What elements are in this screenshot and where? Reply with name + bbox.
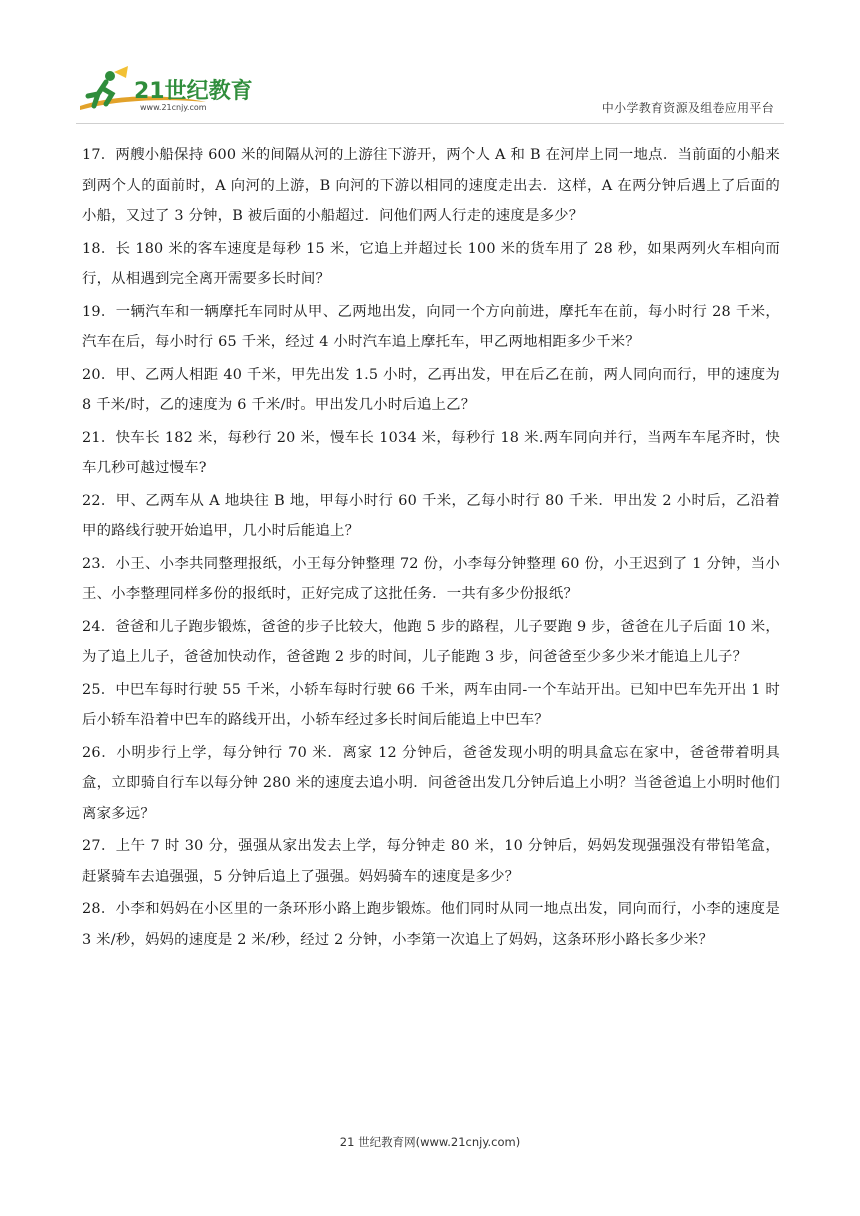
question-23: 23．小王、小李共同整理报纸，小王每分钟整理 72 份，小李每分钟整理 60 份，小王迟到了 1 分钟，当小王、小李整理同样多份的报纸时，正好完成了这批任务．一共有多少份报纸？ [82, 555, 780, 602]
question-24: 24．爸爸和儿子跑步锻炼，爸爸的步子比较大，他跑 5 步的路程，儿子要跑 9 步，爸爸在儿子后面 10 米，为了追上儿子，爸爸加快动作，爸爸跑 2 步的时间，儿子能跑 3 步，问爸爸至少多少米才能追上儿子？ [82, 618, 780, 665]
logo-flag [114, 66, 128, 78]
logo-text: 21世纪教育 [134, 79, 253, 104]
question-27: 27．上午 7 时 30 分，强强从家出发去上学，每分钟走 80 米，10 分钟后，妈妈发现强强没有带铅笔盒，赶紧骑车去追强强，5 分钟后追上了强强。妈妈骑车的速度是多少？ [82, 838, 780, 885]
question-list [82, 140, 780, 957]
header-divider [76, 123, 784, 124]
question-18: 18．长 180 米的客车速度是每秒 15 米，它追上并超过长 100 米的货车用了 28 秒，如果两列火车相向而行，从相遇到完全离开需要多长时间？ [82, 240, 780, 287]
logo-runner-head [105, 71, 115, 81]
logo-subtext: www.21cnjy.com [140, 103, 207, 112]
question-21: 21．快车长 182 米，每秒行 20 米，慢车长 1034 米，每秒行 18 米.两车同向并行，当两车车尾齐时，快车几秒可越过慢车? [82, 429, 780, 476]
question-20: 20．甲、乙两人相距 40 千米，甲先出发 1.5 小时，乙再出发，甲在后乙在前，两人同向而行，甲的速度为 8 千米/时，乙的速度为 6 千米/时。甲出发几小时后追上乙？ [82, 366, 780, 413]
question-19: 19．一辆汽车和一辆摩托车同时从甲、乙两地出发，向同一个方向前进，摩托车在前，每小时行 28 千米，汽车在后，每小时行 65 千米，经过 4 小时汽车追上摩托车，甲乙两地相距多少千米？ [82, 303, 780, 350]
question-25: 25．中巴车每时行驶 55 千米，小轿车每时行驶 66 千米，两车由同-一个车站开出。已知中巴车先开出 1 时后小轿车沿着中巴车的路线开出，小轿车经过多长时间后能追上中巴车？ [82, 681, 780, 728]
question-26: 26．小明步行上学，每分钟行 70 米．离家 12 分钟后，爸爸发现小明的明具盒忘在家中，爸爸带着明具盒，立即骑自行车以每分钟 280 米的速度去追小明．问爸爸出发几分钟后追上小明？当爸爸追上小明时他们离家多远？ [82, 744, 780, 822]
question-17: 17．两艘小船保持 600 米的间隔从河的上游往下游开，两个人 A 和 B 在河岸上同一地点．当前面的小船来到两个人的面前时，A 向河的上游，B 向河的下游以相同的速度走出去．这样，A 在两分钟后遇上了后面的小船，又过了 3 分钟，B 被后面的小船超过．问他们两人行走的速度是多少？ [82, 147, 780, 224]
logo [76, 64, 276, 116]
question-28: 28．小李和妈妈在小区里的一条环形小路上跑步锻炼。他们同时从同一地点出发，同向而行，小李的速度是 3 米/秒，妈妈的速度是 2 米/秒，经过 2 分钟，小李第一次追上了妈妈，这条环形小路长多少米？ [82, 901, 780, 948]
page-header [0, 0, 860, 130]
question-22: 22．甲、乙两车从 A 地块往 B 地，甲每小时行 60 千米，乙每小时行 80 千米．甲出发 2 小时后，乙沿着甲的路线行驶开始追甲，几小时后能追上？ [82, 492, 780, 539]
platform-title: 中小学教育资源及组卷应用平台 [601, 101, 774, 115]
page-footer: 21 世纪教育网(www.21cnjy.com) [339, 1135, 521, 1149]
